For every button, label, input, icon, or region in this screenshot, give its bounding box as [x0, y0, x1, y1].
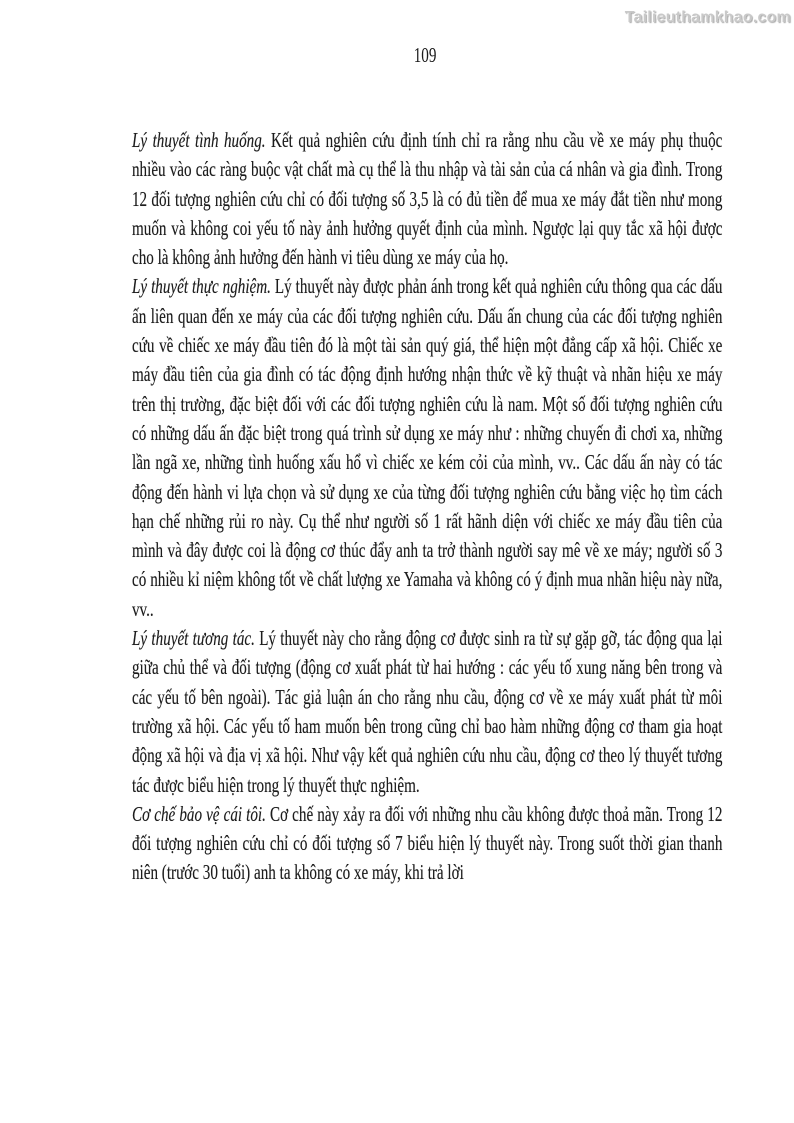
paragraph-text: Lý thuyết này cho rằng động cơ được sinh ra từ sự gặp gỡ, tác động qua lại giữa chủ thể và đối tượng (động cơ xuất phát từ hai hướng : các yếu tố xung năng bên trong và các yếu tố bên ngoài). Tác giả luận án cho rằng nhu cầu, động cơ về xe máy xuất phát từ môi trường xã hội. Các yếu tố ham muốn bên trong cũng chỉ bao hàm những động cơ tham gia hoạt động xã hội và địa vị xã hội. Như vậy kết quả nghiên cứu nhu cầu, động cơ theo lý thuyết tương tác được biểu hiện trong lý thuyết thực nghiệm.	[132, 626, 723, 797]
paragraph-text: Kết quả nghiên cứu định tính chỉ ra rằng nhu cầu về xe máy phụ thuộc nhiều vào các ràng buộc vật chất mà cụ thể là thu nhập và tài sản của cá nhân và gia đình. Trong 12 đối tượng nghiên cứu chỉ có đối tượng số 3,5 là có đủ tiền để mua xe máy đắt tiền như mong muốn và không coi yếu tố này ảnh hưởng quyết định của mình. Ngược lại quy tắc xã hội được cho là không ảnh hưởng đến hành vi tiêu dùng xe máy của họ.	[132, 128, 723, 270]
paragraph-ego-defense	[132, 800, 722, 888]
document-body	[132, 126, 722, 888]
paragraph-lead: Lý thuyết tình huống.	[132, 128, 266, 152]
paragraph-situation-theory	[132, 126, 722, 272]
paragraph-lead: Cơ chế bảo vệ cái tôi.	[132, 801, 266, 826]
watermark-text: Tailieuthamkhao.com	[624, 9, 791, 26]
page-number: 109	[413, 43, 437, 67]
paragraph-empirical-theory	[132, 272, 722, 624]
paragraph-text: Cơ chế này xảy ra đối với những nhu cầu không được thoả mãn. Trong 12 đối tượng nghiên cứu chỉ có đối tượng số 7 biểu hiện lý thuyết này. Trong suốt thời gian thanh niên (trước 30 tuổi) anh ta không có xe máy, khi trả lời	[132, 801, 723, 885]
paragraph-text: Lý thuyết này được phản ánh trong kết quả nghiên cứu thông qua các dấu ấn liên quan đến xe máy của các đối tượng nghiên cứu. Dấu ấn chung của các đối tượng nghiên cứu về chiếc xe máy đầu tiên đó là một tài sản quý giá, thể hiện một đẳng cấp xã hội. Chiếc xe máy đầu tiên của gia đình có tác động định hướng nhận thức về kỹ thuật và nhãn hiệu xe máy trên thị trường, đặc biệt đối với các đối tượng nghiên cứu là nam. Một số đối tượng nghiên cứu có những dấu ấn đặc biệt trong quá trình sử dụng xe máy như : những chuyến đi chơi xa, những lần ngã xe, những tình huống xấu hổ vì chiếc xe kém cỏi của mình, vv.. Các dấu ấn này có tác động đến hành vi lựa chọn và sử dụng xe của từng đối tượng nghiên cứu bằng việc họ tìm cách hạn chế những rủi ro này. Cụ thể như người số 1 rất hãnh diện với chiếc xe máy đầu tiên của mình và đây được coi là động cơ thúc đẩy anh ta trở thành người say mê về xe máy; người số 3 có nhiều kỉ niệm không tốt về chất lượng xe Yamaha và không có ý định mua nhãn hiệu này nữa, vv..	[132, 274, 723, 621]
paragraph-lead: Lý thuyết tương tác.	[132, 626, 255, 651]
paragraph-lead: Lý thuyết thực nghiệm.	[132, 274, 271, 299]
paragraph-interaction-theory	[132, 624, 722, 800]
